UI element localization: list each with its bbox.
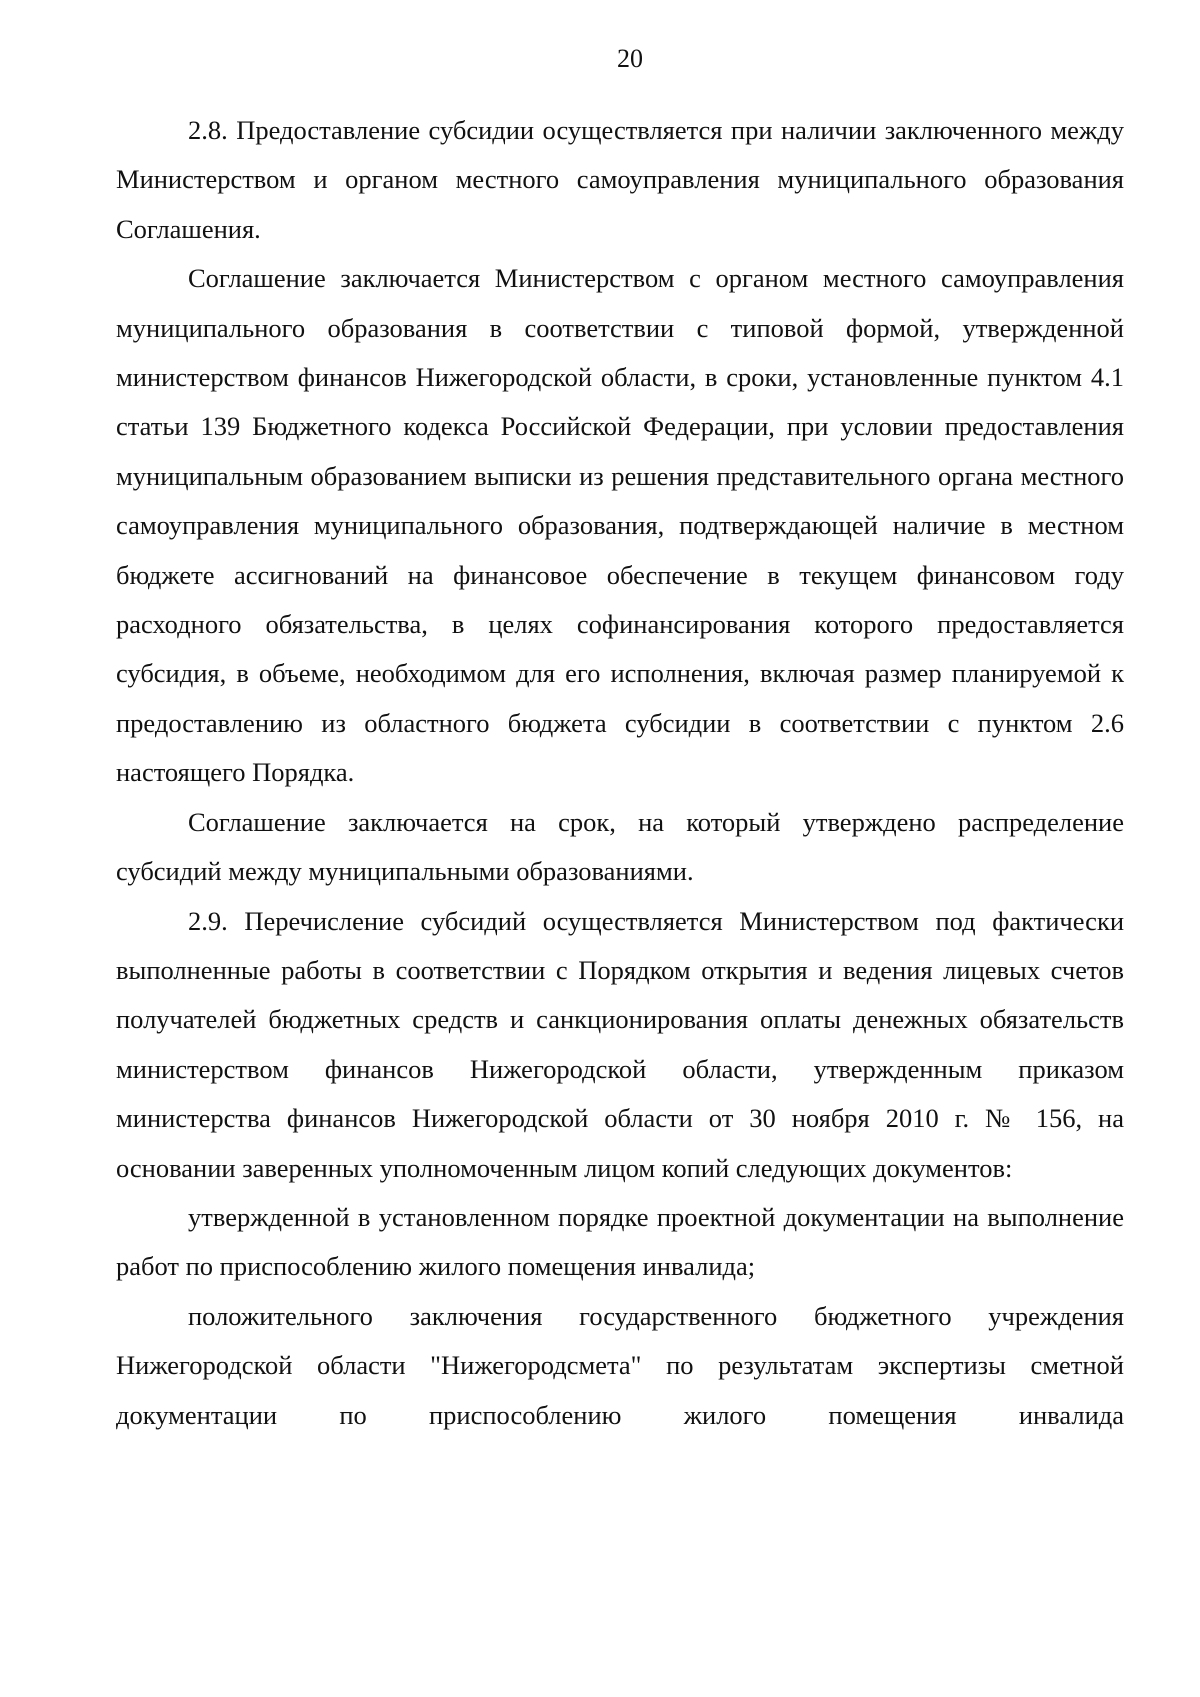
paragraph-agreement-term: Соглашение заключается на срок, на который утверждено распределение субсидий между муниципальными образованиями. <box>116 806 1124 887</box>
list-item-project-documentation: утвержденной в установленном порядке проектной документации на выполнение работ по приспособлению жилого помещения инвалида; <box>116 1201 1124 1282</box>
page-number: 20 <box>617 44 643 73</box>
list-item-expert-conclusion: положительного заключения государственного бюджетного учреждения Нижегородской области "Нижегородсмета" по результатам экспертизы сметной документации по приспособлению жилого помещения инвалида <box>116 1300 1124 1430</box>
paragraph-2-9: 2.9. Перечисление субсидий осуществляется Министерством под фактически выполненные работы в соответствии с Порядком открытия и ведения лицевых счетов получателей бюджетных средств и санкционирования оплаты денежных обязательств министерством финансов Нижегородской области, утвержденным приказом министерства финансов Нижегородской области от 30 ноября 2010 г. № 156, на основании заверенных уполномоченным лицом копий следующих документов: <box>116 905 1124 1183</box>
paragraph-agreement-conclusion: Соглашение заключается Министерством с органом местного самоуправления муниципального образования в соответствии с типовой формой, утвержденной министерством финансов Нижегородской области, в сроки, установленные пунктом 4.1 статьи 139 Бюджетного кодекса Российской Федерации, при условии предоставления муниципальным образованием выписки из решения представительного органа местного самоуправления муниципального образования, подтверждающей наличие в местном бюджете ассигнований на финансовое обеспечение в текущем финансовом году расходного обязательства, в целях софинансирования которого предоставляется субсидия, в объеме, необходимом для его исполнения, включая размер планируемой к предоставлению из областного бюджета субсидии в соответствии с пунктом 2.6 настоящего Порядка. <box>116 263 1124 788</box>
document-body <box>116 106 1124 1440</box>
paragraph-2-8: 2.8. Предоставление субсидии осуществляется при наличии заключенного между Министерством и органом местного самоуправления муниципального образования Соглашения. <box>116 115 1124 244</box>
